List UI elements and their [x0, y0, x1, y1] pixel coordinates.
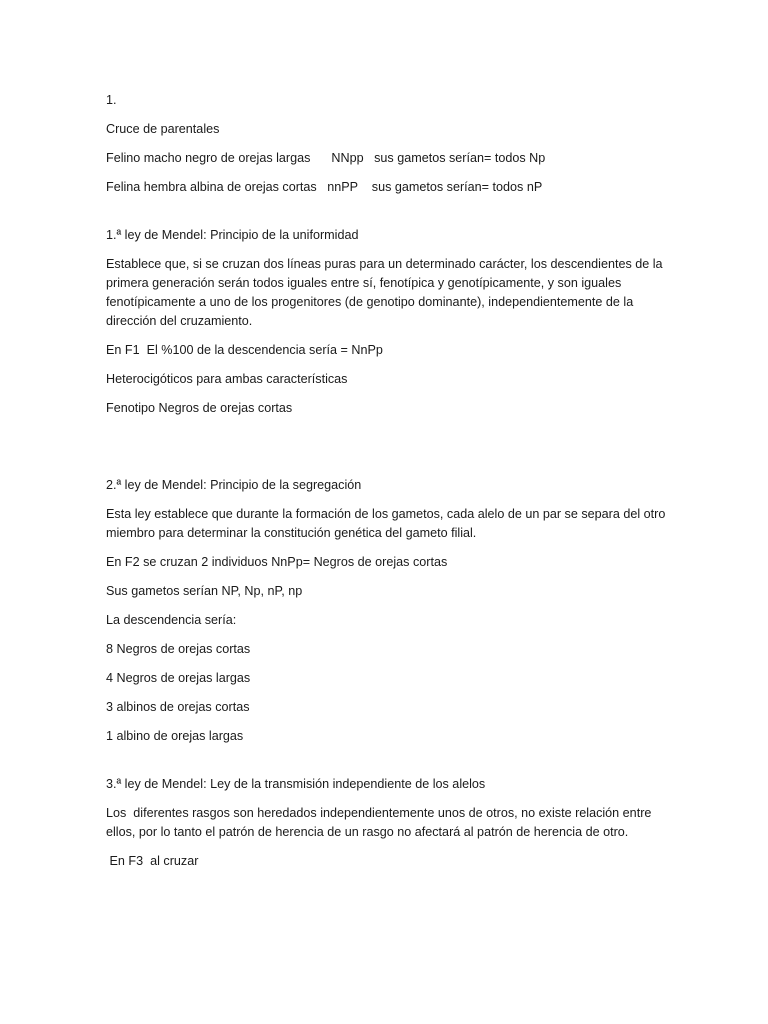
result-item: 1 albino de orejas largas	[106, 729, 244, 743]
law3-f3-line: En F3 al cruzar	[106, 854, 199, 868]
law1-phenotype-line: Fenotipo Negros de orejas cortas	[106, 401, 293, 415]
law2-heading: 2.ª ley de Mendel: Principio de la segregación	[106, 478, 362, 492]
female-parent-line: Felina hembra albina de orejas cortas nnPP sus gametos serían= todos nP	[106, 180, 543, 194]
law2-descendants-label: La descendencia sería:	[106, 613, 237, 627]
law2-body: Esta ley establece que durante la formación de los gametos, cada alelo de un par se separa del otro miembro para determinar la constitución genética del gameto filial.	[106, 507, 669, 540]
document-page	[106, 91, 669, 881]
result-item: 8 Negros de orejas cortas	[106, 642, 251, 656]
law1-body: Establece que, si se cruzan dos líneas puras para un determinado carácter, los descendientes de la primera generación serán todos iguales entre sí, fenotípica y genotípicamente, y son iguales fenotípicamente a uno de los progenitores (de genotipo dominante), independientemente de la dirección del cruzamiento.	[106, 257, 667, 328]
law2-gametes-line: Sus gametos serían NP, Np, nP, np	[106, 584, 303, 598]
blank-line	[106, 207, 666, 226]
result-item: 4 Negros de orejas largas	[106, 671, 251, 685]
result-item: 3 albinos de orejas cortas	[106, 700, 250, 714]
blank-line	[106, 756, 666, 775]
law1-heterozygous-line: Heterocigóticos para ambas características	[106, 372, 348, 386]
law1-f1-line: En F1 El %100 de la descendencia sería = NnPp	[106, 343, 383, 357]
law3-heading: 3.ª ley de Mendel: Ley de la transmisión independiente de los alelos	[106, 777, 486, 791]
law3-body: Los diferentes rasgos son heredados independientemente unos de otros, no existe relación entre ellos, por lo tanto el patrón de herencia de un rasgo no afectará al patrón de herencia de otro.	[106, 806, 655, 839]
law1-heading: 1.ª ley de Mendel: Principio de la uniformidad	[106, 228, 359, 242]
blank-lines	[106, 428, 666, 476]
law2-f2-line: En F2 se cruzan 2 individuos NnPp= Negros de orejas cortas	[106, 555, 448, 569]
male-parent-line: Felino macho negro de orejas largas NNpp sus gametos serían= todos Np	[106, 151, 546, 165]
section-title-parental-cross: Cruce de parentales	[106, 122, 220, 136]
exercise-number: 1.	[106, 93, 117, 107]
